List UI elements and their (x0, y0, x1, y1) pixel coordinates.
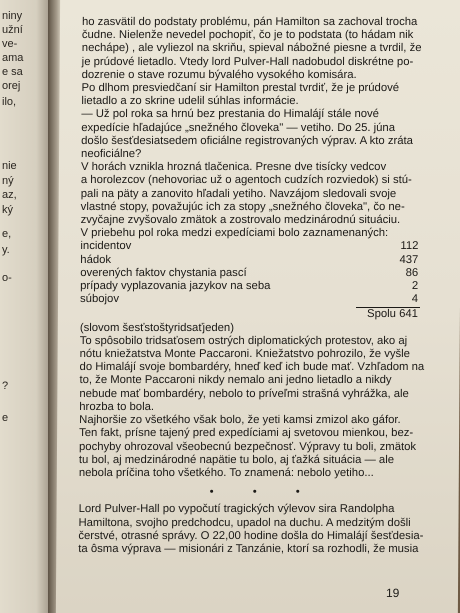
text-line: tu bol, aj medzinárodné napätie tu bolo, aj ťažká situácia — ale (78, 453, 395, 466)
text-line: nebola príčina toho všetkého. To znamená: nebolo yetiho... (78, 466, 374, 479)
total-line: Spolu 641 (367, 308, 418, 321)
text-line: zvyčajne zvyšovalo zmätok a zostrovalo medzinárodnú situáciu. (80, 214, 401, 227)
incident-label: overených faktov chystania pascí (80, 266, 247, 279)
incident-row (80, 293, 420, 306)
text-line: nebude mať bombardéry, nebolo to príveľmi strašná vyhrážka, ale (79, 387, 409, 400)
paragraph-6 (79, 414, 419, 480)
text-line: hrozba to bola. (79, 400, 155, 413)
text-line: ta ôsma výprava — misionári z Tanzánie, ktorí sa rozhodli, že musia (78, 542, 419, 555)
incident-count: 86 (405, 266, 419, 279)
paragraph-1 (82, 16, 422, 82)
text-line: dozrenie o stave rozumu bývalého vysokého komisára. (81, 68, 357, 81)
page-text (78, 16, 425, 556)
incident-row (80, 280, 420, 293)
incident-count: 4 (411, 293, 419, 306)
prev-page-fragment: orej (2, 80, 21, 92)
prev-page-fragment: e, (2, 228, 12, 240)
incident-label: hádok (80, 253, 112, 266)
prev-page-fragment: ama (2, 52, 24, 64)
incident-row (80, 267, 420, 280)
prev-page-fragment: e (2, 412, 9, 424)
text-line: je prúdové lietadlo. Vtedy lord Pulver-Hall nadobudol diskrétne po- (81, 55, 414, 68)
text-line: čerstvé, otrasné správy. O 22,00 hodine došla do Himalájí šesťdesia- (78, 529, 424, 542)
list-intro: V priebehu pol roka medzi expedíciami bolo zaznamenaných: (80, 227, 389, 240)
text-line: To spôsobilo tridsaťosem ostrých diplomatických protestov, ako aj (79, 334, 408, 347)
prev-page-fragment: e sa (2, 66, 23, 78)
text-line: Po dlhom presviedčaní sir Hamilton prestal tvrdiť, že je prúdové (81, 82, 400, 95)
incident-label: incidentov (80, 240, 132, 253)
text-line: čudne. Nielenže nevedel pochopiť, čo je to podstata (to hádam nik (81, 29, 414, 42)
paragraph-2 (81, 82, 421, 108)
prev-page-fragment: ný (2, 175, 14, 187)
text-line: V horách vznikla hrozná tlačenica. Presne dve tisícky vedcov (80, 161, 387, 174)
text-line: došlo šesťdesiatsedem oficiálne registrovaných výprav. A kto zráta (81, 134, 414, 147)
incident-list (80, 240, 420, 306)
prev-page-fragment: ký (2, 204, 13, 216)
text-line: pochyby ohrozoval všeobecnú bezpečnosť. Výpravy tu boli, zmätok (78, 440, 417, 453)
section-separator: • • • (209, 486, 318, 499)
text-line: — Už pol roka sa hrnú bez prestania do Himalájí stále nové (81, 108, 380, 121)
paragraph-4 (81, 161, 421, 227)
prev-page-fragment: užní (2, 24, 23, 36)
prev-page-fragment: ve- (2, 38, 18, 50)
text-line: a horolezcov (nehovoriac už o agentoch cudzích rozviedok) si stú- (80, 174, 412, 187)
text-line: to, že Monte Paccaroni nikdy nemalo ani jedno lietadlo a nikdy (79, 374, 392, 387)
text-line: ho zasvätil do podstaty problému, pán Hamilton sa zachoval trocha (81, 16, 418, 28)
page-number: 19 (385, 586, 400, 600)
book-page (56, 0, 460, 613)
paragraph-7 (78, 503, 424, 556)
text-line: nechápe) , ale vyliezol na skriňu, spieval nábožné piesne a tvrdil, že (81, 42, 422, 55)
incident-count: 2 (411, 280, 419, 293)
text-line: Najhoršie zo všetkého však bolo, že yeti kamsi zmizol ako gáfor. (79, 414, 401, 427)
text-line: nótu kniežatstva Monte Paccaroni. Kniežatstvo pohrozilo, že vyšle (79, 348, 411, 361)
prev-page-fragment: y. (2, 244, 10, 256)
prev-page-fragment: ? (2, 380, 9, 392)
previous-page (0, 0, 52, 613)
text-line: pali na päty a zanovito hľadali yetiho. Navzájom sledovali svoje (80, 187, 397, 200)
prev-page-fragment: nie (2, 160, 17, 172)
text-line: neoficiálne? (81, 148, 142, 161)
incident-row (80, 254, 420, 267)
incident-label: prípady vyplazovania jazykov na seba (80, 280, 271, 293)
prev-page-fragment: ilo, (2, 96, 17, 108)
text-line: Lord Pulver-Hall po vypočutí tragických výlevov sira Randolpha (78, 503, 395, 516)
incident-row (80, 240, 420, 253)
text-line: Hamiltona, svojho predchodcu, upadol na duchu. A medzitým došli (78, 516, 411, 529)
prev-page-fragment: niny (2, 10, 23, 22)
text-line: lietadlo a zo skrine udelil súhlas informácie. (81, 95, 299, 108)
incident-label: súbojov (80, 293, 120, 306)
text-line: vlastné stopy, považujúc ich za stopy „snežného človeka", čo ne- (80, 200, 405, 213)
text-line: Ten fakt, prísne tajený pred expedíciami aj svetovou mienkou, bez- (79, 427, 414, 440)
prev-page-fragment: az, (2, 189, 17, 201)
incident-count: 112 (400, 240, 419, 253)
text-line: expedície hľadajúce „snežného človeka" — vetiho. Do 25. júna (81, 121, 396, 134)
paragraph-3 (81, 108, 421, 161)
text-line: do Himalájí svoje bombardéry, hneď keď ich bude mať. Vzhľadom na (79, 361, 425, 374)
prev-page-fragment: o- (2, 272, 12, 284)
paragraph-5 (79, 334, 425, 414)
incident-count: 437 (399, 253, 419, 266)
total-in-words: (slovom šesťstoštyridsaťjeden) (79, 321, 235, 334)
